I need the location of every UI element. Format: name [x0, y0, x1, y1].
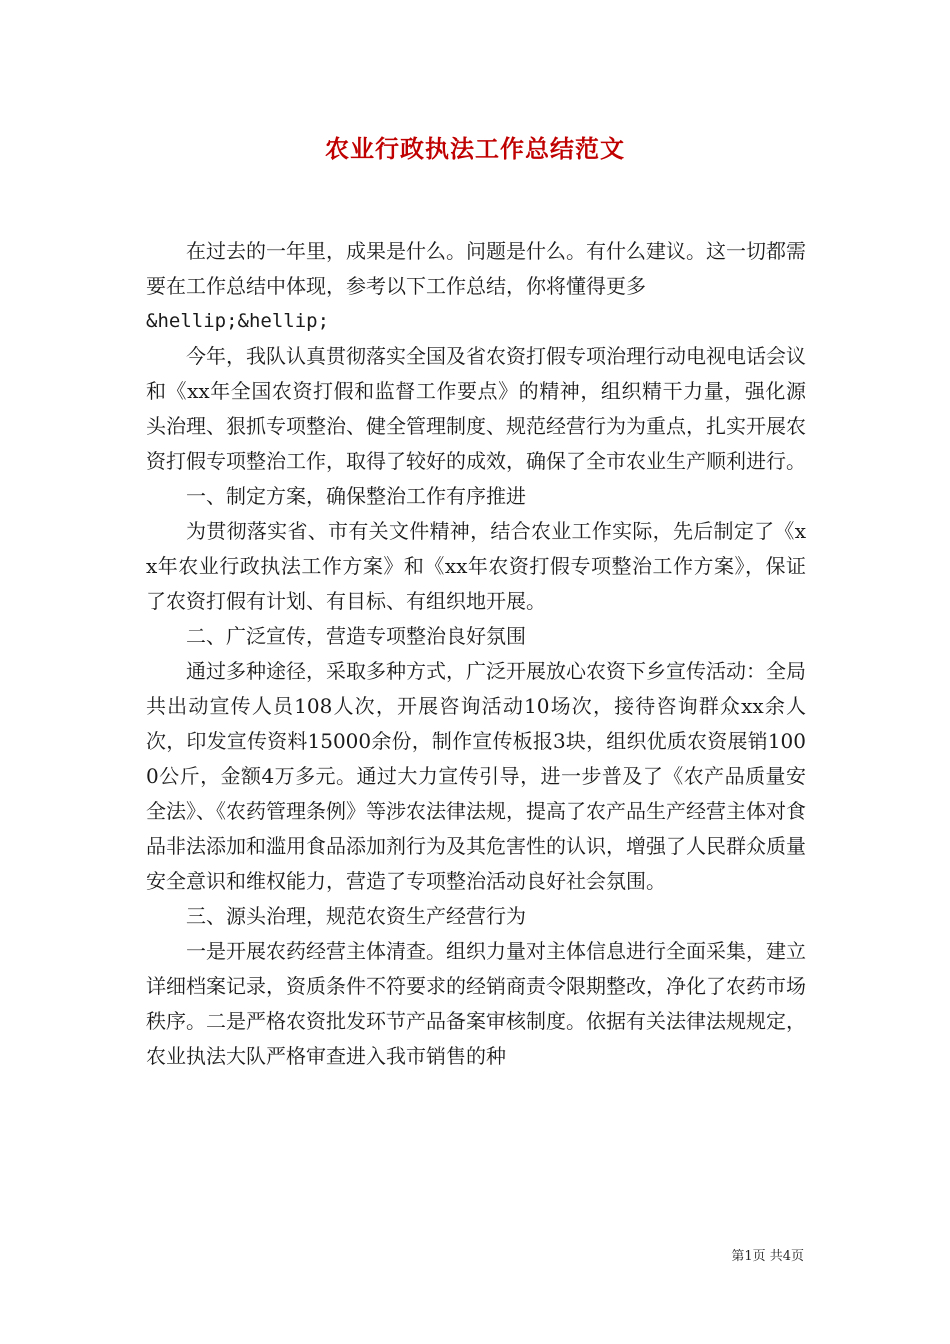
document-title: 农业行政执法工作总结范文	[325, 134, 625, 163]
section-heading-1: 一、制定方案，确保整治工作有序推进	[186, 484, 526, 508]
intro-paragraph: 在过去的一年里，成果是什么。问题是什么。有什么建议。这一切都需要在工作总结中体现，参考以下工作总结，你将懂得更多	[146, 239, 806, 298]
overview-paragraph: 今年，我队认真贯彻落实全国及省农资打假专项治理行动电视电话会议和《xx年全国农资打假和监督工作要点》的精神，组织精干力量，强化源头治理、狠抓专项整治、健全管理制度、规范经营行为为重点，扎实开展农资打假专项整治工作，取得了较好的成效，确保了全市农业生产顺利进行。	[146, 344, 806, 473]
section-heading-3: 三、源头治理，规范农资生产经营行为	[186, 904, 526, 928]
document-body	[146, 234, 806, 1074]
section-2-paragraph: 通过多种途径，采取多种方式，广泛开展放心农资下乡宣传活动：全局共出动宣传人员108人次，开展咨询活动10场次，接待咨询群众xx余人次，印发宣传资料15000余份，制作宣传板报3块，组织优质农资展销1000公斤，金额4万多元。通过大力宣传引导，进一步普及了《农产品质量安全法》、《农药管理条例》等涉农法律法规，提高了农产品生产经营主体对食品非法添加和滥用食品添加剂行为及其危害性的认识，增强了人民群众质量安全意识和维权能力，营造了专项整治活动良好社会氛围。	[146, 659, 806, 893]
ellipsis-entity-text: &hellip;&hellip;	[146, 310, 330, 332]
section-heading-2: 二、广泛宣传，营造专项整治良好氛围	[186, 624, 526, 648]
section-3-paragraph: 一是开展农药经营主体清查。组织力量对主体信息进行全面采集，建立详细档案记录，资质条件不符要求的经销商责令限期整改，净化了农药市场秩序。二是严格农资批发环节产品备案审核制度。依据有关法律法规规定，农业执法大队严格审查进入我市销售的种	[146, 939, 806, 1068]
section-1-paragraph: 为贯彻落实省、市有关文件精神，结合农业工作实际，先后制定了《xx年农业行政执法工作方案》和《xx年农资打假专项整治工作方案》，保证了农资打假有计划、有目标、有组织地开展。	[146, 519, 806, 613]
page-number-footer: 第1页 共4页	[731, 1249, 804, 1264]
